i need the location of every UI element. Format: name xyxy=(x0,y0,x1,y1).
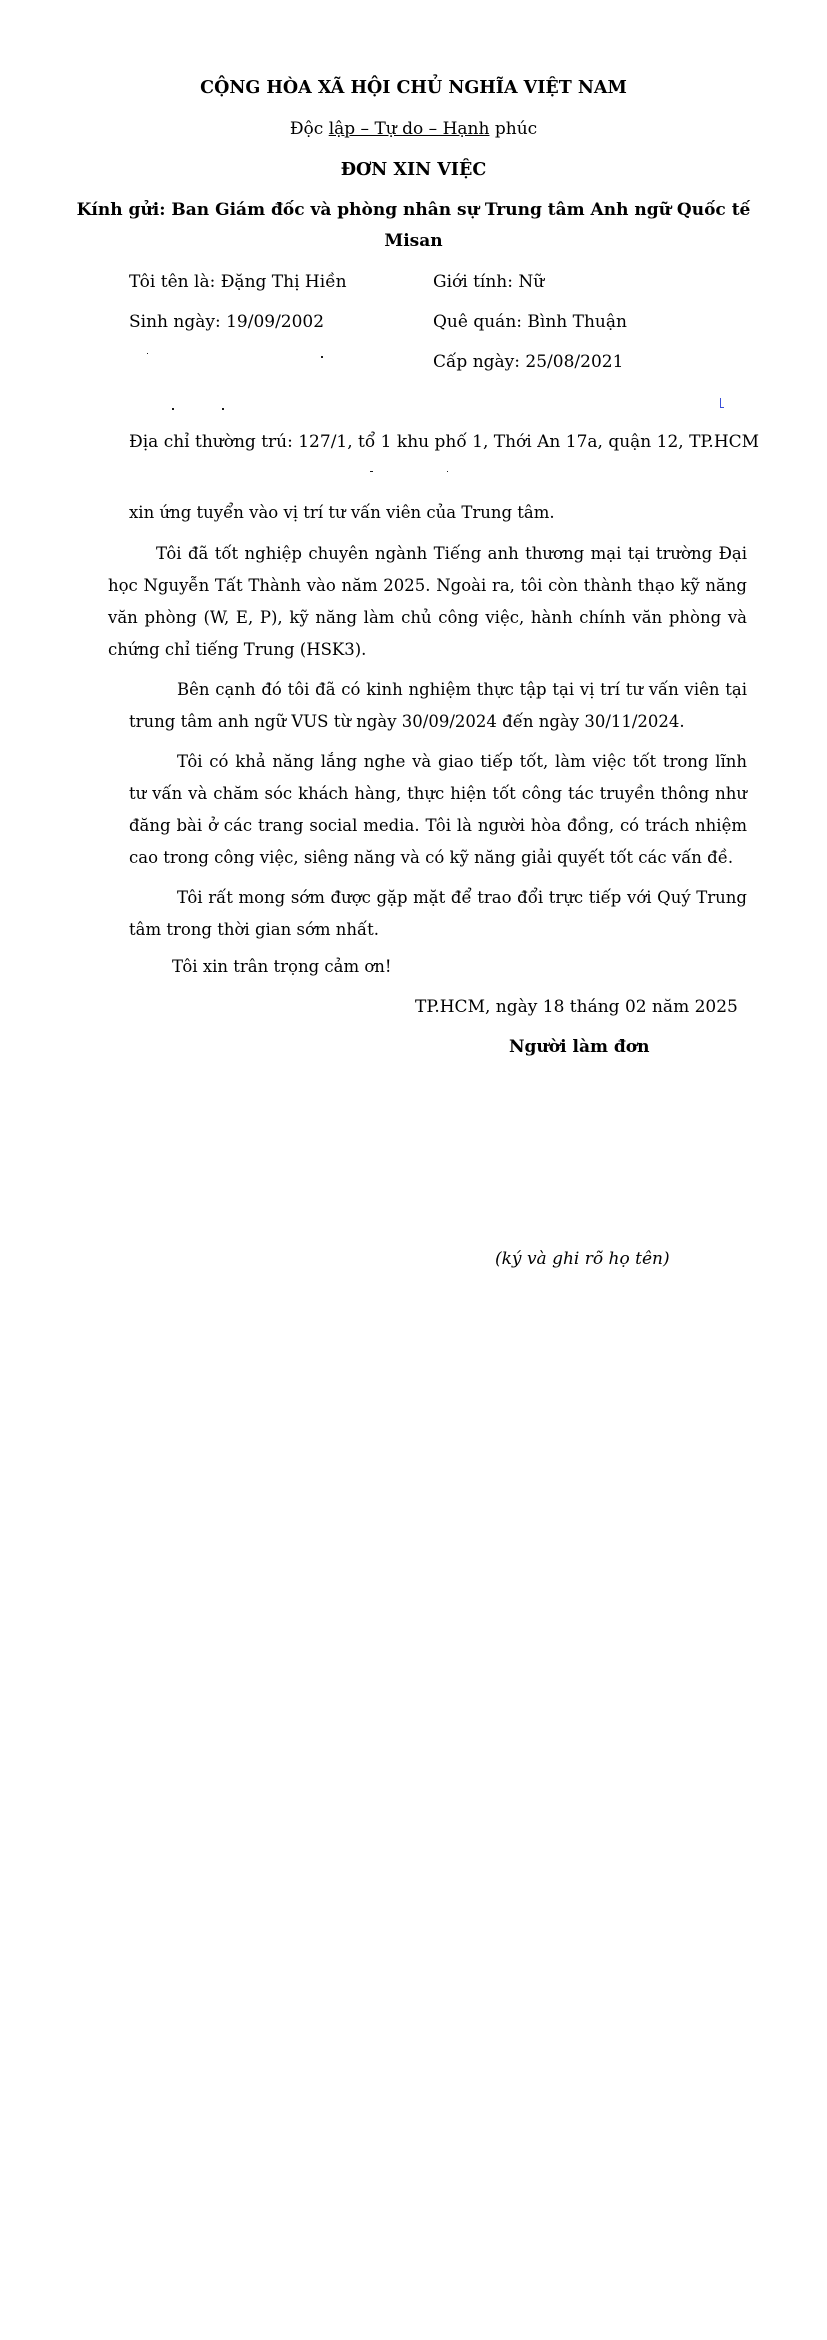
recipient-line-2: Misan xyxy=(384,231,443,251)
education-paragraph: Tôi đã tốt nghiệp chuyên ngành Tiếng anh thương mại tại trường Đại học Nguyễn Tất Thành vào năm 2025. Ngoài ra, tôi còn thành thạo kỹ năng văn phòng (W, E, P), kỹ năng làm chủ công việc, hành chính văn phòng và chứng chỉ tiếng Trung (HSK3). xyxy=(108,544,747,659)
nation-heading: CỘNG HÒA XÃ HỘI CHỦ NGHĨA VIỆT NAM xyxy=(200,78,627,98)
applicant-dob: Sinh ngày: 19/09/2002 xyxy=(129,312,325,332)
national-motto xyxy=(0,119,827,139)
recipient-line-1: Kính gửi: Ban Giám đốc và phòng nhân sự Trung tâm Anh ngữ Quốc tế xyxy=(76,200,751,220)
skills-paragraph: Tôi có khả năng lắng nghe và giao tiếp tốt, làm việc tốt trong lĩnh tư vấn và chăm sóc khách hàng, thực hiện tốt công tác truyền thông như đăng bài ở các trang social media. Tôi là người hòa đồng, có trách nhiệm cao trong công việc, siêng năng và có kỹ năng giải quyết tốt các vấn đề. xyxy=(129,752,747,867)
motto-underlined: lập – Tự do – Hạnh xyxy=(328,119,490,139)
thanks-line: Tôi xin trân trọng cảm ơn! xyxy=(172,957,392,976)
motto-end: phúc xyxy=(489,119,538,139)
applicant-hometown: Quê quán: Bình Thuận xyxy=(433,312,627,332)
scan-speck xyxy=(447,471,448,472)
document-title: ĐƠN XIN VIỆC xyxy=(340,160,487,180)
signer-title: Người làm đơn xyxy=(509,1037,650,1057)
applicant-name: Tôi tên là: Đặng Thị Hiền xyxy=(129,272,347,292)
hope-paragraph: Tôi rất mong sớm được gặp mặt để trao đổi trực tiếp với Quý Trung tâm trong thời gian sớm nhất. xyxy=(129,888,747,939)
motto-start: Độc xyxy=(289,119,329,139)
scan-speck xyxy=(147,353,148,354)
scan-speck xyxy=(222,408,224,410)
place-and-date: TP.HCM, ngày 18 tháng 02 năm 2025 xyxy=(415,997,738,1017)
experience-paragraph: Bên cạnh đó tôi đã có kinh nghiệm thực tập tại vị trí tư vấn viên tại trung tâm anh ngữ VUS từ ngày 30/09/2024 đến ngày 30/11/2024. xyxy=(129,680,747,731)
id-issue-date: Cấp ngày: 25/08/2021 xyxy=(433,352,624,372)
pen-mark xyxy=(720,398,724,408)
application-statement: xin ứng tuyển vào vị trí tư vấn viên của Trung tâm. xyxy=(129,503,555,522)
applicant-gender: Giới tính: Nữ xyxy=(433,272,545,292)
signature-instruction: (ký và ghi rõ họ tên) xyxy=(495,1249,670,1269)
scan-speck xyxy=(321,356,323,358)
scan-speck xyxy=(370,471,373,472)
scan-speck xyxy=(172,408,174,410)
applicant-address: Địa chỉ thường trú: 127/1, tổ 1 khu phố 1, Thới An 17a, quận 12, TP.HCM xyxy=(129,432,760,452)
